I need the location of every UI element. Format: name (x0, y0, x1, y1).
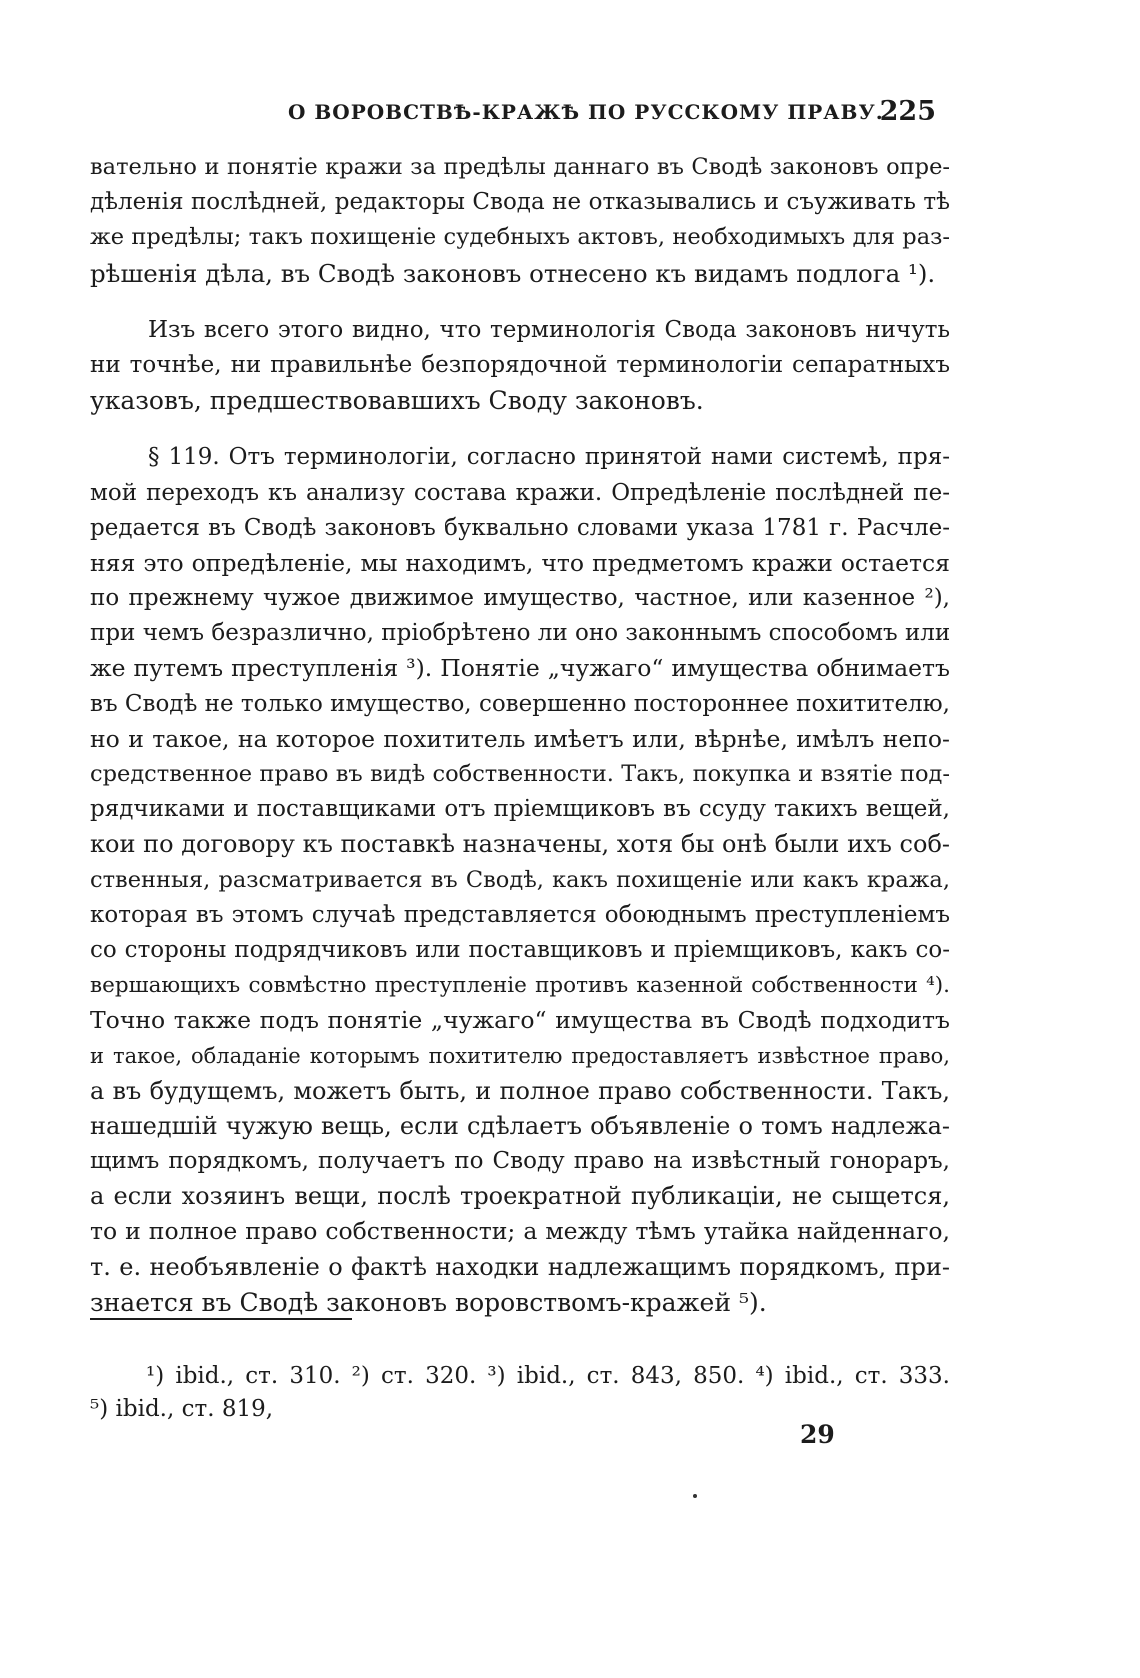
footnote-line: ¹) ibid., ст. 310. ²) ст. 320. ³) ibid., ст. 843, 850. ⁴) ibid., ст. 333. (146, 1363, 950, 1389)
footnotes (90, 1360, 950, 1426)
ink-dot (693, 1494, 697, 1498)
text-line: указовъ, предшествовавшихъ Своду законовъ. (90, 386, 704, 416)
text-line: но и такое, на которое похититель имѣетъ или, вѣрнѣе, имѣлъ непо- (90, 724, 950, 753)
text-line: которая въ этомъ случаѣ представляется обоюднымъ преступленіемъ (90, 901, 950, 928)
text-line: рядчиками и поставщиками отъ пріемщиковъ въ ссуду такихъ вещей, (90, 796, 950, 823)
paragraph (90, 313, 950, 419)
text-line: же предѣлы; такъ похищеніе судебныхъ актовъ, необходимыхъ для раз- (90, 224, 950, 251)
text-line: кои по договору къ поставкѣ назначены, хотя бы онѣ были ихъ соб- (90, 830, 950, 859)
text-line: по прежнему чужое движимое имущество, частное, или казенное ²), (90, 585, 950, 612)
text-line: знается въ Сводѣ законовъ воровствомъ-кражей ⁵). (90, 1287, 767, 1317)
running-head (90, 96, 940, 136)
text-line: ни точнѣе, ни правильнѣе безпорядочной терминологіи сепаратныхъ (90, 351, 950, 378)
text-line: и такое, обладаніе которымъ похитителю предоставляетъ извѣстное право, (90, 1043, 950, 1068)
text-line: т. е. необъявленіе о фактѣ находки надлежащимъ порядкомъ, при- (90, 1252, 950, 1281)
running-title: О ВОРОВСТВѢ-КРАЖѢ ПО РУССКОМУ ПРАВУ. (288, 100, 884, 124)
text-line: а если хозяинъ вещи, послѣ троекратной публикаціи, не сыщется, (90, 1182, 950, 1211)
text-line: рѣшенія дѣла, въ Сводѣ законовъ отнесено къ видамъ подлога ¹). (90, 258, 936, 288)
page-number: 225 (879, 96, 936, 127)
text-line: же путемъ преступленія ³). Понятіе „чужаго“ имущества обнимаетъ (90, 654, 950, 683)
paragraph (90, 150, 950, 291)
text-line: мой переходъ къ анализу состава кражи. Опредѣленіе послѣдней пе- (90, 479, 950, 506)
text-line: Изъ всего этого видно, что терминологія Свода законовъ ничуть (148, 316, 950, 343)
signature-mark: 29 (800, 1420, 835, 1449)
text-line: средственное право въ видѣ собственности. Такъ, покупка и взятіе под- (90, 761, 950, 787)
text-line: а въ будущемъ, можетъ быть, и полное право собственности. Такъ, (90, 1076, 950, 1105)
text-line: ственныя, разсматривается въ Сводѣ, какъ похищеніе или какъ кража, (90, 866, 950, 893)
footnote-line: ⁵) ibid., ст. 819, (90, 1396, 274, 1422)
text-line: при чемъ безразлично, пріобрѣтено ли оно законнымъ способомъ или (90, 620, 951, 647)
body-text (90, 150, 950, 1320)
text-line: редается въ Сводѣ законовъ буквально словами указа 1781 г. Расчле- (90, 514, 950, 541)
text-line: нашедшій чужую вещь, если сдѣлаетъ объявленіе о томъ надлежа- (90, 1111, 950, 1140)
text-line: то и полное право собственности; а между тѣмъ утайка найденнаго, (90, 1217, 950, 1246)
text-line: няя это опредѣленіе, мы находимъ, что предметомъ кражи остается (90, 548, 950, 577)
text-line: щимъ порядкомъ, получаетъ по Своду право на извѣстный гонораръ, (90, 1148, 950, 1175)
text-line: вершающихъ совмѣстно преступленіе противъ казенной собственности ⁴). (90, 973, 950, 999)
text-line: дѣленія послѣдней, редакторы Свода не отказывались и съуживать тѣ (90, 189, 950, 216)
text-line: со стороны подрядчиковъ или поставщиковъ и пріемщиковъ, какъ со- (90, 936, 950, 963)
text-line: § 119. Отъ терминологіи, согласно принятой нами системѣ, пря- (148, 444, 950, 471)
footnote-separator (90, 1318, 352, 1320)
text-line: въ Сводѣ не только имущество, совершенно постороннее похитителю, (90, 690, 950, 717)
text-line: Точно также подъ понятіе „чужаго“ имущества въ Сводѣ подходитъ (90, 1006, 950, 1035)
text-line: вательно и понятіе кражи за предѣлы даннаго въ Сводѣ законовъ опре- (90, 154, 950, 180)
paragraph (90, 440, 950, 1320)
